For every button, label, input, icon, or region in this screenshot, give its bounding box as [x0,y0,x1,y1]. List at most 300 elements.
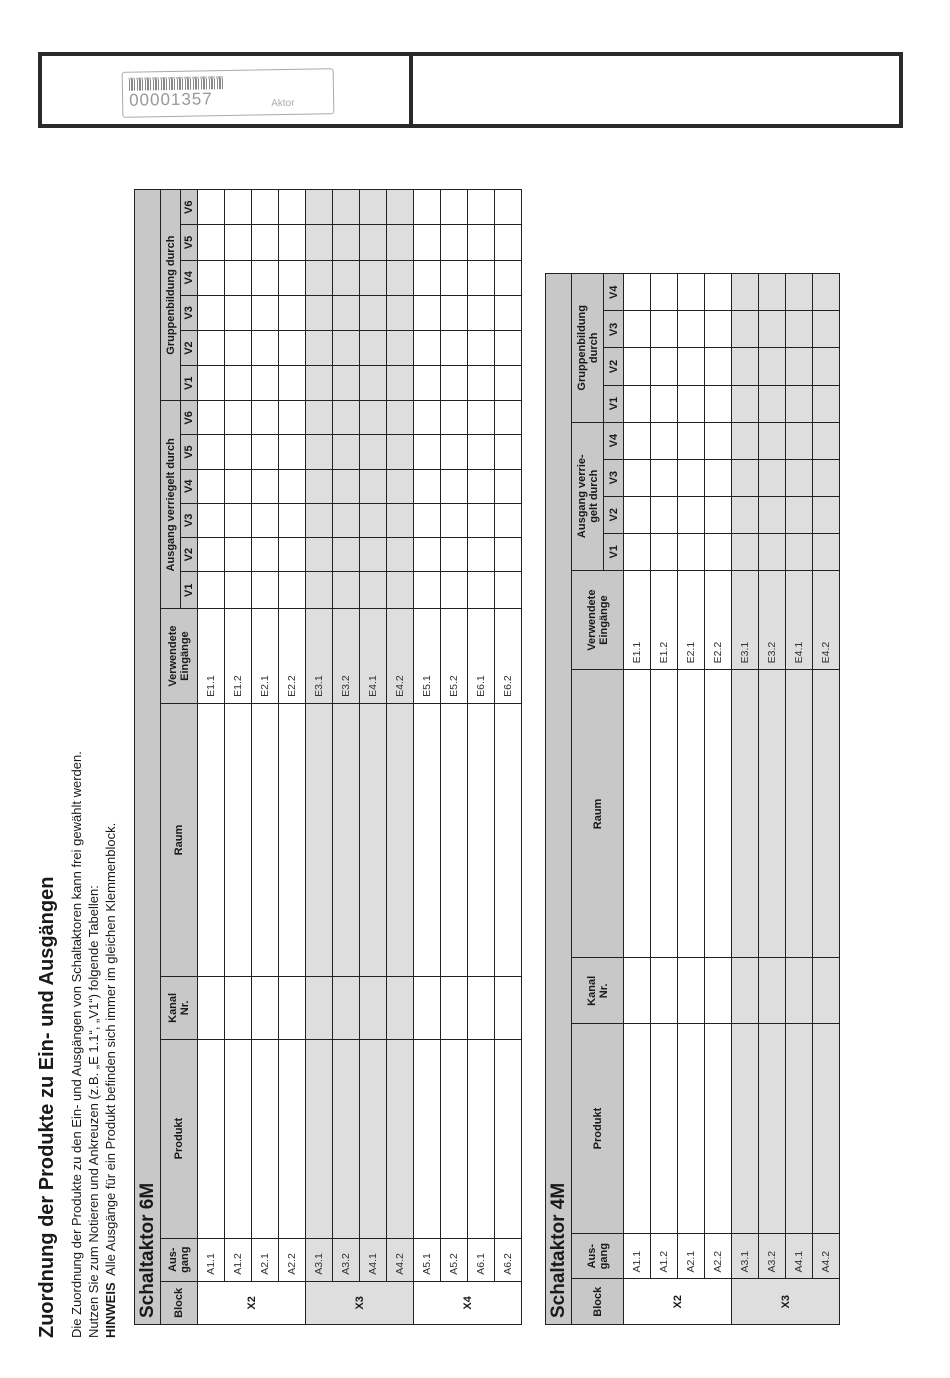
kanal-cell[interactable] [306,977,333,1039]
checkbox-cell[interactable] [732,385,759,422]
checkbox-cell[interactable] [678,274,705,311]
checkbox-cell[interactable] [495,572,522,609]
checkbox-cell[interactable] [333,435,360,469]
table-row [306,190,333,1325]
page-title: Zuordnung der Produkte zu Ein- und Ausgängen [36,876,58,1338]
input-cell: E1.2 [651,570,678,670]
checkbox-cell[interactable] [225,330,252,365]
checkbox-cell[interactable] [759,422,786,459]
checkbox-cell[interactable] [813,385,840,422]
checkbox-cell[interactable] [306,295,333,330]
produkt-cell[interactable] [732,1024,759,1234]
checkbox-cell[interactable] [624,348,651,385]
checkbox-cell[interactable] [252,537,279,571]
checkbox-cell[interactable] [225,537,252,571]
checkbox-cell[interactable] [651,496,678,533]
checkbox-cell[interactable] [759,496,786,533]
checkbox-cell[interactable] [225,260,252,295]
kanal-cell[interactable] [333,977,360,1039]
checkbox-cell[interactable] [468,503,495,537]
checkbox-cell[interactable] [732,311,759,348]
checkbox-cell[interactable] [759,385,786,422]
raum-cell[interactable] [624,670,651,958]
col-block: Block [161,1281,198,1324]
checkbox-cell[interactable] [198,366,225,401]
checkbox-cell[interactable] [813,533,840,570]
checkbox-cell[interactable] [333,225,360,260]
checkbox-cell[interactable] [468,190,495,225]
table-row [414,190,441,1325]
checkbox-cell[interactable] [678,422,705,459]
col-verriegelt-v4: V4 [604,422,624,459]
raum-cell[interactable] [225,703,252,976]
checkbox-cell[interactable] [624,533,651,570]
checkbox-cell[interactable] [468,537,495,571]
checkbox-cell[interactable] [414,503,441,537]
kanal-cell[interactable] [678,958,705,1024]
checkbox-cell[interactable] [306,225,333,260]
produkt-cell[interactable] [360,1039,387,1238]
kanal-cell[interactable] [414,977,441,1039]
checkbox-cell[interactable] [225,572,252,609]
raum-cell[interactable] [387,703,414,976]
checkbox-cell[interactable] [495,295,522,330]
produkt-cell[interactable] [705,1024,732,1234]
intro-text [68,751,119,1338]
kanal-cell[interactable] [468,977,495,1039]
checkbox-cell[interactable] [813,311,840,348]
checkbox-cell[interactable] [441,435,468,469]
checkbox-cell[interactable] [333,366,360,401]
checkbox-cell[interactable] [306,537,333,571]
checkbox-cell[interactable] [759,533,786,570]
checkbox-cell[interactable] [360,572,387,609]
produkt-cell[interactable] [786,1024,813,1234]
checkbox-cell[interactable] [624,496,651,533]
checkbox-cell[interactable] [225,401,252,435]
checkbox-cell[interactable] [306,401,333,435]
checkbox-cell[interactable] [414,190,441,225]
produkt-cell[interactable] [198,1039,225,1238]
produkt-cell[interactable] [468,1039,495,1238]
input-cell: E6.2 [495,609,522,703]
checkbox-cell[interactable] [705,274,732,311]
checkbox-cell[interactable] [360,190,387,225]
checkbox-cell[interactable] [198,330,225,365]
checkbox-cell[interactable] [705,533,732,570]
raum-cell[interactable] [495,703,522,976]
checkbox-cell[interactable] [624,274,651,311]
output-cell: A3.2 [759,1233,786,1279]
checkbox-cell[interactable] [651,459,678,496]
checkbox-cell[interactable] [786,385,813,422]
checkbox-cell[interactable] [732,496,759,533]
kanal-cell[interactable] [813,958,840,1024]
produkt-cell[interactable] [441,1039,468,1238]
kanal-cell[interactable] [387,977,414,1039]
raum-cell[interactable] [759,670,786,958]
produkt-cell[interactable] [279,1039,306,1238]
checkbox-cell[interactable] [705,422,732,459]
input-cell: E3.2 [759,570,786,670]
checkbox-cell[interactable] [360,225,387,260]
checkbox-cell[interactable] [678,459,705,496]
checkbox-cell[interactable] [495,330,522,365]
checkbox-cell[interactable] [414,572,441,609]
checkbox-cell[interactable] [414,330,441,365]
table-row [225,190,252,1325]
checkbox-cell[interactable] [333,330,360,365]
checkbox-cell[interactable] [441,537,468,571]
checkbox-cell[interactable] [495,260,522,295]
checkbox-cell[interactable] [786,311,813,348]
checkbox-cell[interactable] [624,385,651,422]
checkbox-cell[interactable] [732,533,759,570]
checkbox-cell[interactable] [441,401,468,435]
checkbox-cell[interactable] [252,503,279,537]
checkbox-cell[interactable] [732,459,759,496]
produkt-cell[interactable] [252,1039,279,1238]
checkbox-cell[interactable] [705,311,732,348]
kanal-cell[interactable] [360,977,387,1039]
checkbox-cell[interactable] [813,274,840,311]
checkbox-cell[interactable] [387,435,414,469]
col-verriegelt: Ausgang verriegelt durch [161,401,181,609]
checkbox-cell[interactable] [495,190,522,225]
checkbox-cell[interactable] [468,469,495,503]
produkt-cell[interactable] [306,1039,333,1238]
checkbox-cell[interactable] [624,459,651,496]
col-gruppenbildung: Gruppenbildung durch [572,274,604,423]
checkbox-cell[interactable] [759,348,786,385]
table-row [198,190,225,1325]
kanal-cell[interactable] [198,977,225,1039]
checkbox-cell[interactable] [468,295,495,330]
checkbox-cell[interactable] [306,572,333,609]
produkt-cell[interactable] [225,1039,252,1238]
produkt-cell[interactable] [813,1024,840,1234]
checkbox-cell[interactable] [252,435,279,469]
checkbox-cell[interactable] [651,422,678,459]
kanal-cell[interactable] [495,977,522,1039]
raum-cell[interactable] [360,703,387,976]
checkbox-cell[interactable] [306,503,333,537]
produkt-cell[interactable] [495,1039,522,1238]
raum-cell[interactable] [306,703,333,976]
checkbox-cell[interactable] [441,295,468,330]
checkbox-cell[interactable] [468,366,495,401]
checkbox-cell[interactable] [786,533,813,570]
produkt-cell[interactable] [678,1024,705,1234]
kanal-cell[interactable] [651,958,678,1024]
checkbox-cell[interactable] [468,572,495,609]
checkbox-cell[interactable] [360,366,387,401]
raum-cell[interactable] [468,703,495,976]
checkbox-cell[interactable] [441,469,468,503]
checkbox-cell[interactable] [387,260,414,295]
checkbox-cell[interactable] [651,385,678,422]
checkbox-cell[interactable] [813,348,840,385]
checkbox-cell[interactable] [333,503,360,537]
kanal-cell[interactable] [441,977,468,1039]
checkbox-cell[interactable] [441,190,468,225]
col-verriegelt-v1: V1 [181,572,198,609]
checkbox-cell[interactable] [198,435,225,469]
checkbox-cell[interactable] [732,274,759,311]
checkbox-cell[interactable] [279,366,306,401]
checkbox-cell[interactable] [198,190,225,225]
checkbox-cell[interactable] [198,260,225,295]
checkbox-cell[interactable] [333,190,360,225]
raum-cell[interactable] [414,703,441,976]
checkbox-cell[interactable] [813,496,840,533]
checkbox-cell[interactable] [441,503,468,537]
checkbox-cell[interactable] [333,260,360,295]
checkbox-cell[interactable] [414,260,441,295]
checkbox-cell[interactable] [387,469,414,503]
checkbox-cell[interactable] [624,311,651,348]
checkbox-cell[interactable] [360,401,387,435]
checkbox-cell[interactable] [252,330,279,365]
checkbox-cell[interactable] [252,260,279,295]
checkbox-cell[interactable] [441,225,468,260]
checkbox-cell[interactable] [414,469,441,503]
checkbox-cell[interactable] [252,295,279,330]
raum-cell[interactable] [813,670,840,958]
checkbox-cell[interactable] [678,385,705,422]
input-cell: E2.2 [279,609,306,703]
checkbox-cell[interactable] [705,459,732,496]
checkbox-cell[interactable] [468,330,495,365]
checkbox-cell[interactable] [495,225,522,260]
checkbox-cell[interactable] [387,190,414,225]
checkbox-cell[interactable] [306,469,333,503]
checkbox-cell[interactable] [651,274,678,311]
raum-cell[interactable] [732,670,759,958]
raum-cell[interactable] [678,670,705,958]
checkbox-cell[interactable] [252,572,279,609]
checkbox-cell[interactable] [306,366,333,401]
checkbox-cell[interactable] [705,348,732,385]
checkbox-cell[interactable] [387,572,414,609]
checkbox-cell[interactable] [279,469,306,503]
checkbox-cell[interactable] [279,435,306,469]
checkbox-cell[interactable] [813,422,840,459]
checkbox-cell[interactable] [225,295,252,330]
input-cell: E3.2 [333,609,360,703]
checkbox-cell[interactable] [441,572,468,609]
checkbox-cell[interactable] [414,225,441,260]
produkt-cell[interactable] [414,1039,441,1238]
checkbox-cell[interactable] [279,260,306,295]
kanal-cell[interactable] [624,958,651,1024]
checkbox-cell[interactable] [387,537,414,571]
checkbox-cell[interactable] [813,459,840,496]
checkbox-cell[interactable] [759,274,786,311]
checkbox-cell[interactable] [387,503,414,537]
checkbox-cell[interactable] [441,330,468,365]
checkbox-cell[interactable] [333,401,360,435]
output-cell: A1.1 [198,1238,225,1281]
checkbox-cell[interactable] [198,295,225,330]
checkbox-cell[interactable] [279,537,306,571]
checkbox-cell[interactable] [678,311,705,348]
checkbox-cell[interactable] [387,366,414,401]
checkbox-cell[interactable] [360,330,387,365]
kanal-cell[interactable] [225,977,252,1039]
checkbox-cell[interactable] [306,435,333,469]
checkbox-cell[interactable] [198,503,225,537]
raum-cell[interactable] [705,670,732,958]
checkbox-cell[interactable] [786,348,813,385]
checkbox-cell[interactable] [252,366,279,401]
checkbox-cell[interactable] [414,401,441,435]
kanal-cell[interactable] [759,958,786,1024]
kanal-cell[interactable] [786,958,813,1024]
checkbox-cell[interactable] [306,260,333,295]
checkbox-cell[interactable] [360,435,387,469]
checkbox-cell[interactable] [495,469,522,503]
raum-cell[interactable] [786,670,813,958]
checkbox-cell[interactable] [495,366,522,401]
checkbox-cell[interactable] [225,190,252,225]
checkbox-cell[interactable] [495,503,522,537]
checkbox-cell[interactable] [468,225,495,260]
input-cell: E1.1 [624,570,651,670]
checkbox-cell[interactable] [333,295,360,330]
checkbox-cell[interactable] [279,225,306,260]
raum-cell[interactable] [441,703,468,976]
checkbox-cell[interactable] [678,533,705,570]
col-kanal: Kanal Nr. [161,977,198,1039]
checkbox-cell[interactable] [468,435,495,469]
checkbox-cell[interactable] [333,572,360,609]
checkbox-cell[interactable] [360,469,387,503]
checkbox-cell[interactable] [387,295,414,330]
checkbox-cell[interactable] [414,435,441,469]
checkbox-cell[interactable] [279,503,306,537]
raum-cell[interactable] [279,703,306,976]
checkbox-cell[interactable] [759,311,786,348]
checkbox-cell[interactable] [198,225,225,260]
table-row [759,274,786,1325]
checkbox-cell[interactable] [279,572,306,609]
checkbox-cell[interactable] [705,496,732,533]
raum-cell[interactable] [333,703,360,976]
checkbox-cell[interactable] [252,190,279,225]
checkbox-cell[interactable] [468,401,495,435]
intro-line-1: Die Zuordnung der Produkte zu den Ein- und Ausgängen von Schaltaktoren kann frei gewählt werden. [69,751,84,1338]
checkbox-cell[interactable] [786,496,813,533]
checkbox-cell[interactable] [624,422,651,459]
checkbox-cell[interactable] [678,348,705,385]
checkbox-cell[interactable] [360,503,387,537]
raum-cell[interactable] [651,670,678,958]
col-gruppe-v3: V3 [181,295,198,330]
checkbox-cell[interactable] [279,190,306,225]
checkbox-cell[interactable] [678,496,705,533]
col-gruppe-v3: V3 [604,311,624,348]
label-type: Aktor [271,97,295,110]
checkbox-cell[interactable] [360,537,387,571]
checkbox-cell[interactable] [732,422,759,459]
checkbox-cell[interactable] [198,572,225,609]
produkt-cell[interactable] [387,1039,414,1238]
checkbox-cell[interactable] [414,537,441,571]
checkbox-cell[interactable] [786,274,813,311]
checkbox-cell[interactable] [387,225,414,260]
checkbox-cell[interactable] [441,260,468,295]
col-raum: Raum [572,670,624,958]
checkbox-cell[interactable] [198,469,225,503]
produkt-cell[interactable] [651,1024,678,1234]
checkbox-cell[interactable] [387,401,414,435]
checkbox-cell[interactable] [198,537,225,571]
checkbox-cell[interactable] [468,260,495,295]
checkbox-cell[interactable] [225,225,252,260]
checkbox-cell[interactable] [225,503,252,537]
table-caption: Schaltaktor 6M [135,190,161,1325]
checkbox-cell[interactable] [732,348,759,385]
table-row [387,190,414,1325]
raum-cell[interactable] [198,703,225,976]
checkbox-cell[interactable] [786,459,813,496]
checkbox-cell[interactable] [786,422,813,459]
checkbox-cell[interactable] [441,366,468,401]
produkt-cell[interactable] [759,1024,786,1234]
checkbox-cell[interactable] [279,330,306,365]
checkbox-cell[interactable] [495,401,522,435]
kanal-cell[interactable] [252,977,279,1039]
checkbox-cell[interactable] [414,366,441,401]
table-row [705,274,732,1325]
checkbox-cell[interactable] [705,385,732,422]
checkbox-cell[interactable] [252,225,279,260]
kanal-cell[interactable] [279,977,306,1039]
checkbox-cell[interactable] [333,469,360,503]
checkbox-cell[interactable] [759,459,786,496]
checkbox-cell[interactable] [495,537,522,571]
checkbox-cell[interactable] [495,435,522,469]
checkbox-cell[interactable] [387,330,414,365]
checkbox-cell[interactable] [198,401,225,435]
checkbox-cell[interactable] [252,401,279,435]
checkbox-cell[interactable] [225,435,252,469]
checkbox-cell[interactable] [306,330,333,365]
checkbox-cell[interactable] [279,401,306,435]
input-cell: E2.2 [705,570,732,670]
kanal-cell[interactable] [732,958,759,1024]
checkbox-cell[interactable] [651,533,678,570]
checkbox-cell[interactable] [360,295,387,330]
produkt-cell[interactable] [624,1024,651,1234]
checkbox-cell[interactable] [414,295,441,330]
raum-cell[interactable] [252,703,279,976]
checkbox-cell[interactable] [333,537,360,571]
checkbox-cell[interactable] [225,366,252,401]
checkbox-cell[interactable] [306,190,333,225]
col-verriegelt-v3: V3 [604,459,624,496]
checkbox-cell[interactable] [279,295,306,330]
checkbox-cell[interactable] [252,469,279,503]
output-cell: A2.2 [279,1238,306,1281]
kanal-cell[interactable] [705,958,732,1024]
checkbox-cell[interactable] [225,469,252,503]
checkbox-cell[interactable] [651,348,678,385]
checkbox-cell[interactable] [360,260,387,295]
checkbox-cell[interactable] [651,311,678,348]
produkt-cell[interactable] [333,1039,360,1238]
